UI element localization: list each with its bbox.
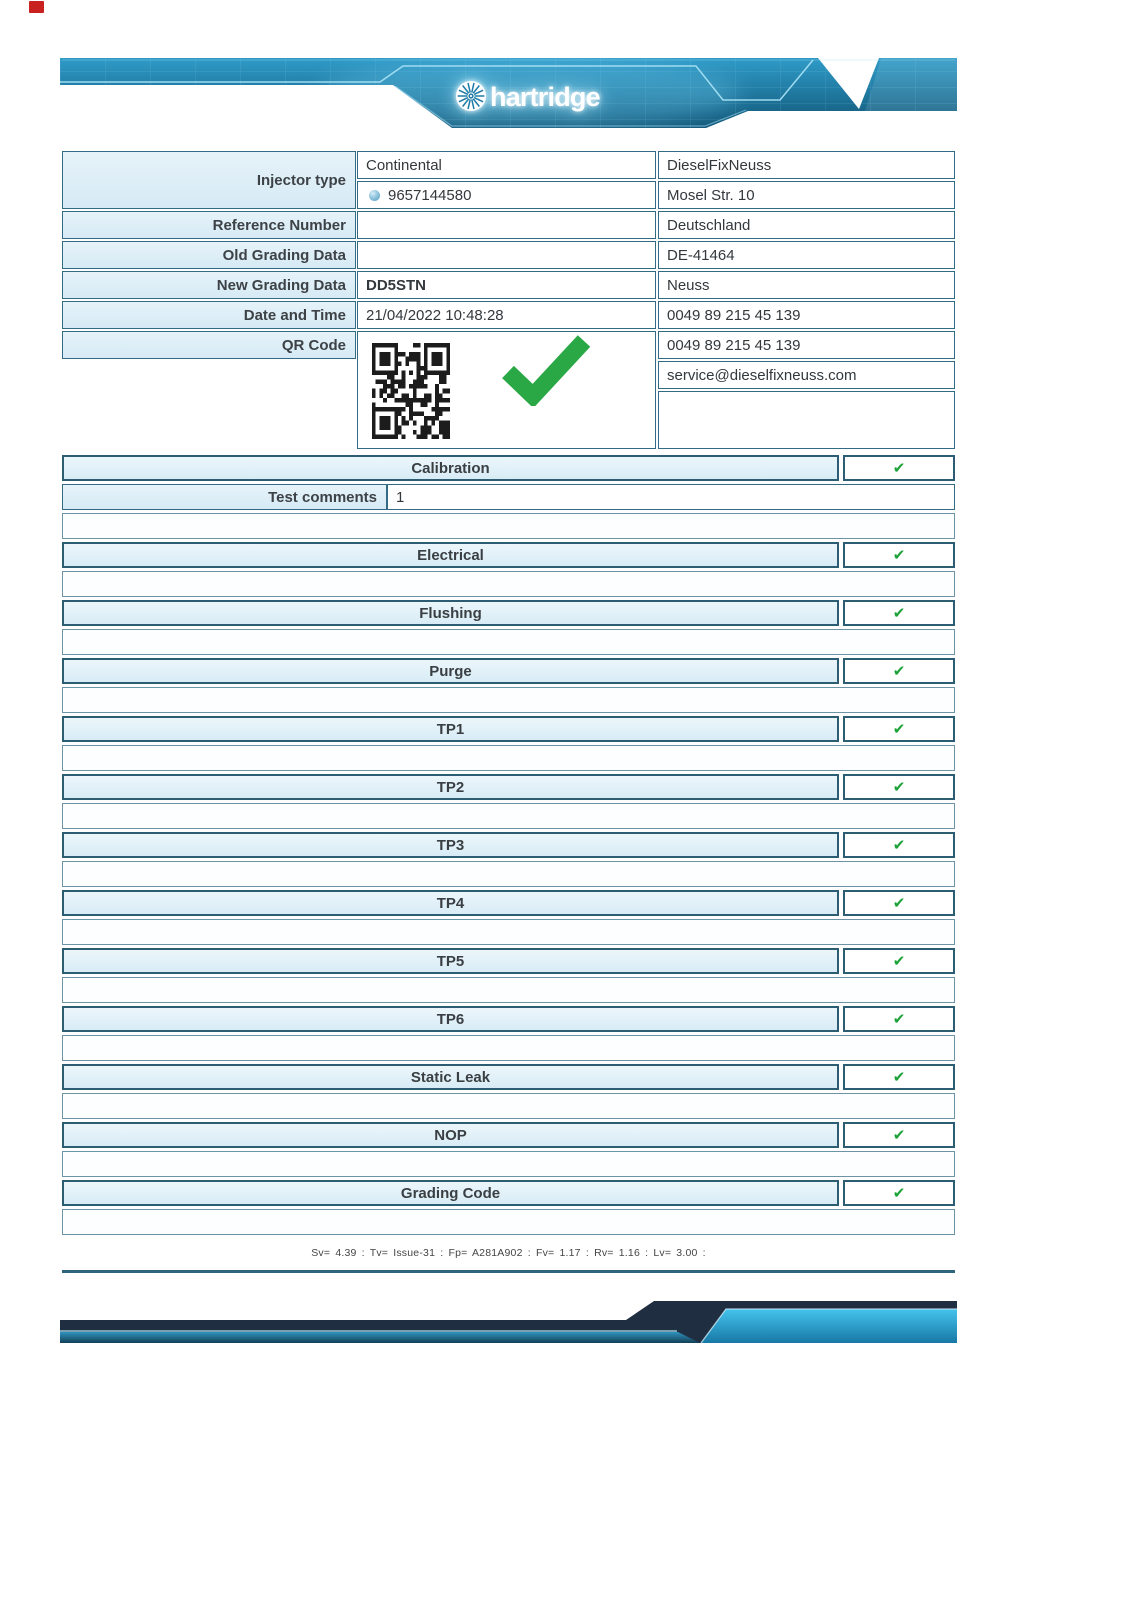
blank-row [62,977,955,1003]
section-header-row [62,1180,955,1206]
check-icon: ✔ [892,894,906,912]
section-title: Grading Code [62,1180,839,1206]
section-header-row [62,600,955,626]
section-title: Electrical [62,542,839,568]
label-reference-number: Reference Number [62,211,356,239]
section-title: Static Leak [62,1064,839,1090]
header-banner-graphic [60,55,957,130]
section-pass-cell [843,716,955,742]
section-title: Flushing [62,600,839,626]
qr-pass-check-icon [500,334,592,406]
blank-row [62,1151,955,1177]
version-info: Sv= 4.39 : Tv= Issue-31 : Fp= A281A902 : Fv= 1.17 : Rv= 1.16 : Lv= 3.00 : [311,1247,706,1259]
section-title: Purge [62,658,839,684]
label-qr-code: QR Code [62,331,356,359]
check-icon: ✔ [892,778,906,796]
section-title: TP1 [62,716,839,742]
label-new-grading-data: New Grading Data [62,271,356,299]
injector-info-table [62,151,955,451]
section-pass-cell [843,542,955,568]
section-title: TP6 [62,1006,839,1032]
hartridge-logo [456,81,601,112]
blank-row [62,803,955,829]
blank-row [62,571,955,597]
test-comments-row [62,484,955,510]
check-icon: ✔ [892,952,906,970]
injector-make-value: Continental [357,151,656,179]
blank-row [62,745,955,771]
blank-row [62,687,955,713]
section-title: TP2 [62,774,839,800]
section-pass-cell [843,1064,955,1090]
blank-row [62,1209,955,1235]
section-title: Calibration [62,455,839,481]
blank-row [62,861,955,887]
footer-banner [60,1297,957,1347]
section-title: TP3 [62,832,839,858]
red-scan-mark [29,1,44,13]
section-pass-cell [843,1180,955,1206]
section-pass-cell [843,948,955,974]
footer-blue-shape [701,1309,957,1343]
label-old-grading-data: Old Grading Data [62,241,356,269]
footer-banner-graphic [60,1297,957,1347]
old-grading-value [357,241,656,269]
hartridge-logo-text: hartridge [490,82,600,112]
section-header-row [62,1006,955,1032]
section-pass-cell [843,774,955,800]
section-header-row [62,658,955,684]
check-icon: ✔ [892,1068,906,1086]
section-pass-cell [843,1122,955,1148]
check-icon: ✔ [892,546,906,564]
section-title: NOP [62,1122,839,1148]
blank-row [62,1035,955,1061]
check-icon: ✔ [892,720,906,738]
header-banner [60,55,957,130]
test-comments-label: Test comments [62,484,387,510]
section-header-row [62,455,955,481]
blank-row [62,629,955,655]
workshop-city: Neuss [658,271,955,299]
datetime-value: 21/04/2022 10:48:28 [357,301,656,329]
section-pass-cell [843,600,955,626]
injector-part-number-row [357,181,656,209]
blank-row [62,1093,955,1119]
section-header-row [62,890,955,916]
section-title: TP5 [62,948,839,974]
workshop-email: service@dieselfixneuss.com [658,361,955,389]
part-number-icon [369,190,380,201]
section-header-row [62,832,955,858]
new-grading-value: DD5STN [357,271,656,299]
section-header-row [62,1064,955,1090]
qr-code [372,343,450,439]
check-icon: ✔ [892,1126,906,1144]
section-header-row [62,948,955,974]
test-comments-value: 1 [387,484,955,510]
check-icon: ✔ [892,1010,906,1028]
section-header-row [62,774,955,800]
check-icon: ✔ [892,604,906,622]
hartridge-wheel-icon [456,81,486,111]
blank-row [62,919,955,945]
injector-part-number-value: 9657144580 [388,186,472,204]
section-header-row [62,542,955,568]
workshop-name: DieselFixNeuss [658,151,955,179]
section-header-row [62,1122,955,1148]
workshop-empty-cell [658,391,955,449]
section-header-row [62,716,955,742]
reference-number-value [357,211,656,239]
table-bottom-rule [62,1270,955,1273]
check-icon: ✔ [892,662,906,680]
workshop-street: Mosel Str. 10 [658,181,955,209]
check-icon: ✔ [892,836,906,854]
section-title: TP4 [62,890,839,916]
workshop-phone-1: 0049 89 215 45 139 [658,301,955,329]
blank-row [62,513,955,539]
section-pass-cell [843,890,955,916]
section-pass-cell [843,658,955,684]
workshop-phone-2: 0049 89 215 45 139 [658,331,955,359]
section-pass-cell [843,1006,955,1032]
section-pass-cell [843,455,955,481]
qr-code-cell [357,331,656,449]
section-pass-cell [843,832,955,858]
label-injector-type: Injector type [62,151,356,209]
test-results [62,455,955,1238]
check-icon: ✔ [892,459,906,477]
check-icon: ✔ [892,1184,906,1202]
label-date-and-time: Date and Time [62,301,356,329]
workshop-postal-code: DE-41464 [658,241,955,269]
workshop-country: Deutschland [658,211,955,239]
